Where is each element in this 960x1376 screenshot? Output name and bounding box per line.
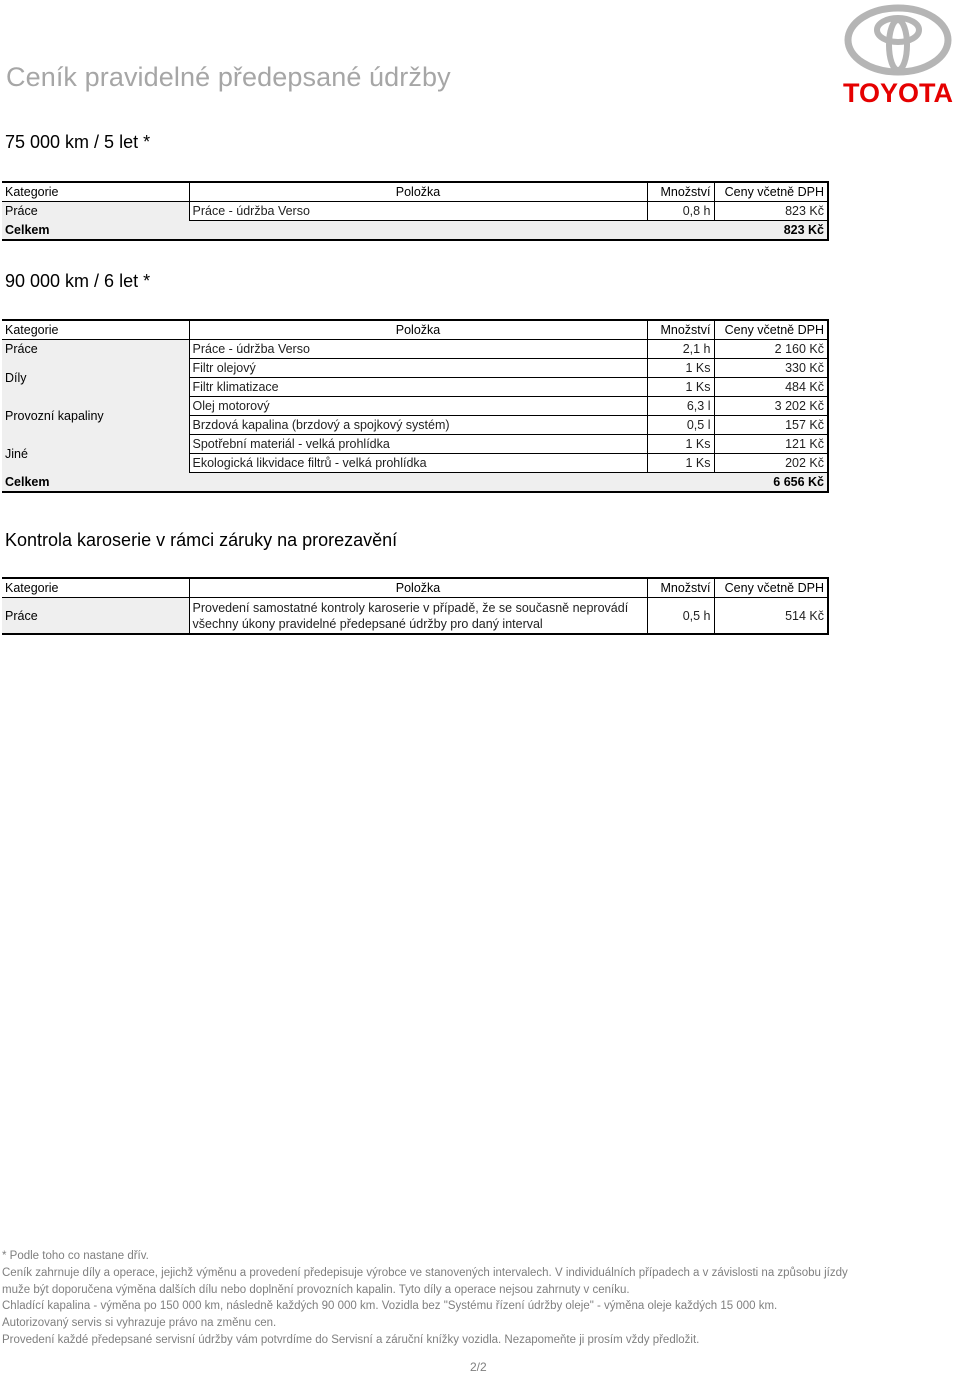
header-item: Položka [189, 182, 647, 202]
table-row [2, 202, 828, 221]
row-category: Jiné [2, 435, 189, 473]
row-item: Ekologická likvidace filtrů - velká prohlídka [189, 454, 647, 473]
row-price: 157 Kč [714, 416, 828, 435]
footer-note: Provedení každé předepsané servisní údržby vám potvrdíme do Servisní a záruční knížky vozidla. Nezapomeňte ji prosím vždy předložit. [2, 1333, 700, 1346]
table-header-row [2, 182, 828, 202]
price-table-75000 [2, 181, 829, 241]
table-header-row [2, 320, 828, 340]
row-price: 2 160 Kč [714, 340, 828, 359]
header-quantity: Množství [647, 182, 714, 202]
total-label: Celkem [2, 221, 189, 241]
row-price: 121 Kč [714, 435, 828, 454]
row-quantity: 0,8 h [647, 202, 714, 221]
row-item: Práce - údržba Verso [189, 202, 647, 221]
page-number: 2/2 [470, 1360, 487, 1374]
row-item: Brzdová kapalina (brzdový a spojkový systém) [189, 416, 647, 435]
row-quantity: 1 Ks [647, 378, 714, 397]
row-quantity: 6,3 l [647, 397, 714, 416]
header-category: Kategorie [2, 182, 189, 202]
total-price: 6 656 Kč [714, 473, 828, 493]
header-item: Položka [189, 578, 647, 598]
table-row [2, 359, 828, 378]
row-quantity: 1 Ks [647, 359, 714, 378]
row-price: 514 Kč [714, 598, 828, 635]
section-title: 75 000 km / 5 let * [5, 132, 151, 152]
total-row [2, 473, 828, 493]
price-table-90000 [2, 319, 829, 493]
section-title: 90 000 km / 6 let * [5, 271, 151, 291]
row-item: Filtr klimatizace [189, 378, 647, 397]
row-category: Práce [2, 598, 189, 635]
footer-note: Ceník zahrnuje díly a operace, jejichž výměnu a provedení předepisuje výrobce ve stanovených intervalech. V individuálních případech a v závislosti na způsobu jízdy muže být doporučena výměna dalších dílu nebo doplnění provozních kapalin. Tyto díly a operace nejsou zahrnuty v ceníku. [2, 1266, 848, 1296]
row-item: Spotřební materiál - velká prohlídka [189, 435, 647, 454]
row-price: 484 Kč [714, 378, 828, 397]
page-title: Ceník pravidelné předepsané údržby [6, 62, 451, 92]
header-price: Ceny včetně DPH [714, 182, 828, 202]
toyota-logo [837, 2, 959, 106]
footer-note: Autorizovaný servis si vyhrazuje právo na změnu cen. [2, 1317, 277, 1330]
header-category: Kategorie [2, 320, 189, 340]
toyota-wordmark: TOYOTA [842, 78, 954, 106]
header-price: Ceny včetně DPH [714, 578, 828, 598]
row-category: Práce [2, 340, 189, 359]
row-price: 202 Kč [714, 454, 828, 473]
row-quantity: 2,1 h [647, 340, 714, 359]
footer-note: Chladící kapalina - výměna po 150 000 km, následně každých 90 000 km. Vozidla bez "Systému řízení údržby oleje" - výměna oleje každých 15 000 km. [2, 1300, 778, 1313]
section-title: Kontrola karoserie v rámci záruky na prorezavění [5, 530, 398, 550]
row-item: Provedení samostatné kontroly karoserie v případě, že se současně neprovádí všechny úkony pravidelné předepsané údržby pro daný interval [189, 598, 647, 635]
row-category: Práce [2, 202, 189, 221]
header-category: Kategorie [2, 578, 189, 598]
footnote: * Podle toho co nastane dřív. [2, 1250, 149, 1262]
row-category: Provozní kapaliny [2, 397, 189, 435]
row-price: 3 202 Kč [714, 397, 828, 416]
row-quantity: 0,5 l [647, 416, 714, 435]
row-quantity: 1 Ks [647, 454, 714, 473]
header-quantity: Množství [647, 320, 714, 340]
row-item: Filtr olejový [189, 359, 647, 378]
row-price: 330 Kč [714, 359, 828, 378]
header-item: Položka [189, 320, 647, 340]
total-price: 823 Kč [714, 221, 828, 241]
total-row [2, 221, 828, 241]
row-item: Olej motorový [189, 397, 647, 416]
table-header-row [2, 578, 828, 598]
row-quantity: 1 Ks [647, 435, 714, 454]
row-category: Díly [2, 359, 189, 397]
header-price: Ceny včetně DPH [714, 320, 828, 340]
total-label: Celkem [2, 473, 189, 493]
table-row [2, 598, 828, 635]
table-row [2, 435, 828, 454]
row-item: Práce - údržba Verso [189, 340, 647, 359]
header-quantity: Množství [647, 578, 714, 598]
table-row [2, 397, 828, 416]
table-row [2, 340, 828, 359]
row-price: 823 Kč [714, 202, 828, 221]
price-table-body-check [2, 577, 829, 635]
footer-notes [2, 1248, 862, 1349]
row-quantity: 0,5 h [647, 598, 714, 635]
